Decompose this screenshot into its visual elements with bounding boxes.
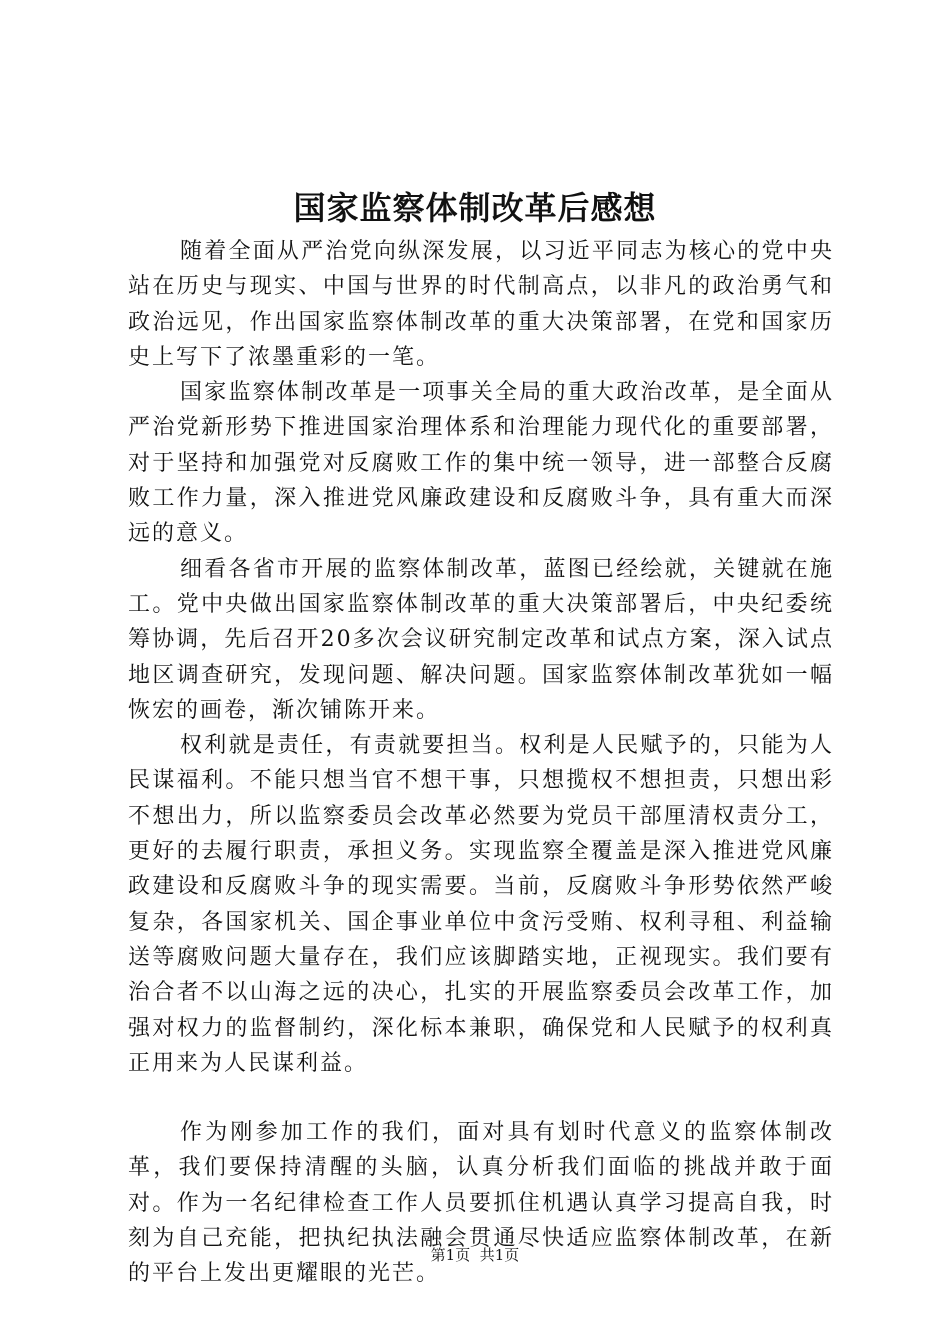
total-pages-label: 共1页 <box>479 1246 520 1264</box>
paragraph-4: 权利就是责任，有责就要担当。权利是人民赋予的，只能为人民谋福利。不能只想当官不想干事，只想揽权不想担责，只想出彩不想出力，所以监察委员会改革必然要为党员干部厘清权责分工，更好的去履行职责，承担义务。实现监察全覆盖是深入推进党风廉政建设和反腐败斗争的现实需要。当前，反腐败斗争形势依然严峻复杂，各国家机关、国企事业单位中贪污受贿、权利寻租、利益输送等腐败问题大量存在，我们应该脚踏实地，正视现实。我们要有治合者不以山海之远的决心，扎实的开展监察委员会改革工作，加强对权力的监督制约，深化标本兼职，确保党和人民赋予的权利真正用来为人民谋利益。 <box>128 733 834 1076</box>
page-number-label: 第1页 <box>430 1246 471 1264</box>
page-footer <box>0 1244 950 1266</box>
paragraph-2: 国家监察体制改革是一项事关全局的重大政治改革，是全面从严治党新形势下推进国家治理体系和治理能力现代化的重要部署，对于坚持和加强党对反腐败工作的集中统一领导，进一部整合反腐败工作力量，深入推进党风廉政建设和反腐败斗争，具有重大而深远的意义。 <box>128 380 834 547</box>
paragraph-1: 随着全面从严治党向纵深发展，以习近平同志为核心的党中央站在历史与现实、中国与世界的时代制高点，以非凡的政治勇气和政治远见，作出国家监察体制改革的重大决策部署，在党和国家历史上写下了浓墨重彩的一笔。 <box>128 239 834 370</box>
paragraph-3: 细看各省市开展的监察体制改革，蓝图已经绘就，关键就在施工。党中央做出国家监察体制改革的重大决策部署后，中央纪委统筹协调，先后召开20多次会议研究制定改革和试点方案，深入试点地区调查研究，发现问题、解决问题。国家监察体制改革犹如一幅恢宏的画卷，渐次铺陈开来。 <box>128 556 834 723</box>
paragraph-5: 作为刚参加工作的我们，面对具有划时代意义的监察体制改革，我们要保持清醒的头脑，认真分析我们面临的挑战并敢于面对。作为一名纪律检查工作人员要抓住机遇认真学习提高自我，时刻为自己充能，把执纪执法融会贯通尽快适应监察体制改革，在新的平台上发出更耀眼的光芒。 <box>128 1120 834 1287</box>
footer-spacer <box>470 1246 480 1264</box>
document-body <box>128 234 834 1292</box>
document-title: 国家监察体制改革后感想 <box>293 189 657 227</box>
